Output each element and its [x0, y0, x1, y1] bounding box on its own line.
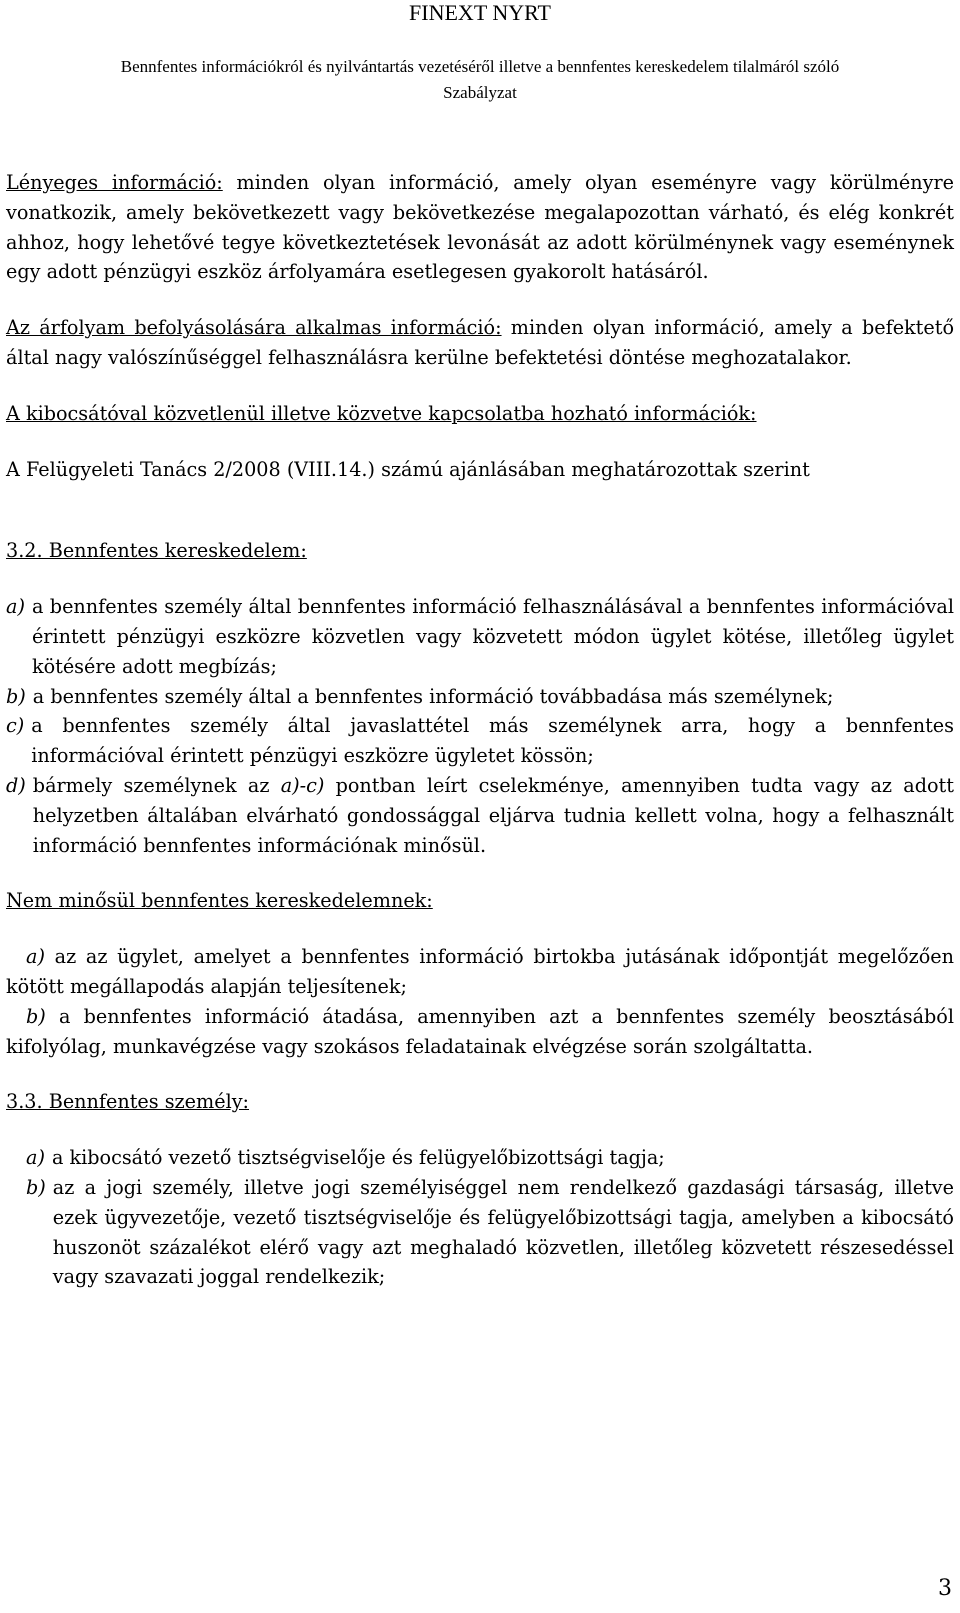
list-label: b): [26, 1175, 46, 1199]
paragraph-kibocsato-term: [6, 399, 954, 429]
list-text-part: bármely személynek az: [32, 773, 281, 797]
text-lenyeges: minden olyan információ, amely olyan eseményre vagy körülményre vonatkozik, amely bekövetkezett vagy bekövetkezése megalapozottan várható, és elég konkrét ahhoz, hogy lehetővé tegye következtetések levonását az adott körülménynek vagy eseménynek egy adott pénzügyi eszköz árfolyamára esetlegesen gyakorolt hatásáról.: [6, 171, 954, 284]
list-text: a bennfentes információ átadása, amennyiben azt a bennfentes személy beosztásából kifolyólag, munkavégzése vagy szokásos feladatainak elvégzése során szolgáltatta.: [6, 1004, 954, 1058]
term-lenyeges: Lényeges információ:: [6, 171, 223, 194]
list-label: a): [6, 595, 25, 619]
document-body: [6, 168, 954, 1292]
list-item-kereskedelem-c: [6, 711, 954, 771]
subtitle-line-2: Szabályzat: [443, 83, 517, 102]
list-text: [33, 771, 954, 860]
document-subtitle: [0, 54, 960, 106]
list-text: az a jogi személy, illetve jogi személyiséggel nem rendelkező gazdasági társaság, illetve ezek ügyvezetője, vezető tisztségviselője és felügyelőbizottsági tagja, amelyben a kibocsátó huszonöt százalékot elérő vagy azt meghaladó közvetlen, illetőleg közvetett részesedéssel vagy szavazati joggal rendelkezik;: [52, 1175, 954, 1289]
heading-kereskedelem-text: 3.2. Bennfentes kereskedelem:: [6, 539, 307, 563]
list-item-szemely-a: [6, 1143, 954, 1173]
paragraph-kibocsato-text: A Felügyeleti Tanács 2/2008 (VIII.14.) számú ajánlásában meghatározottak szerint: [6, 457, 810, 481]
list-text: a bennfentes személy által javaslattétel más személynek arra, hogy a bennfentes információval érintett pénzügyi eszközre ügyletet kössön;: [31, 714, 954, 768]
text-arfolyam: minden olyan információ, amely a befektető által nagy valószínűséggel felhasználásra kerülne befektetési döntése meghozatalakor.: [6, 316, 955, 369]
list-item-nem-minosul-a: [6, 942, 954, 1002]
heading-szemely: [6, 1087, 954, 1117]
list-item-kereskedelem-a: [6, 592, 954, 681]
paragraph-arfolyam: [6, 313, 954, 373]
list-text-part: pontban leírt cselekménye, amennyiben tudta vagy az adott helyzetben általában elvárható gondossággal eljárva tudnia kellett volna, hogy a felhasznált információ bennfentes információnak minősül.: [32, 773, 954, 857]
heading-szemely-text: 3.3. Bennfentes személy:: [6, 1090, 250, 1114]
list-text: a bennfentes személy által a bennfentes információ továbbadása más személynek;: [32, 684, 834, 708]
list-text: a bennfentes személy által bennfentes információ felhasználásával a bennfentes információval érintett pénzügyi eszközre közvetlen vagy közvetett módon ügylet kötése, illetőleg ügylet kötésére adott megbízás;: [31, 595, 954, 678]
paragraph-lenyeges: [6, 168, 954, 287]
heading-nem-minosul-text: Nem minősül bennfentes kereskedelemnek:: [6, 889, 433, 913]
list-item-kereskedelem-d: [6, 771, 954, 860]
company-name: FINEXT NYRT: [409, 0, 551, 25]
list-label: a): [26, 1146, 45, 1170]
list-text: az az ügylet, amelyet a bennfentes információ birtokba jutásának időpontját megelőzően kötött megállapodás alapján teljesítenek;: [6, 945, 954, 998]
list-item-szemely-b: [6, 1173, 954, 1292]
list-text: a kibocsátó vezető tisztségviselője és felügyelőbizottsági tagja;: [51, 1146, 665, 1170]
list-label: d): [6, 773, 26, 797]
page-number: 3: [938, 1576, 952, 1601]
list-label: a): [26, 945, 45, 969]
list-label: b): [26, 1004, 46, 1028]
list-text-italic: a)-c): [280, 773, 325, 797]
heading-kereskedelem: [6, 536, 954, 566]
term-kibocsato: A kibocsátóval közvetlenül illetve közvetve kapcsolatba hozható információk:: [6, 401, 757, 425]
subtitle-line-1: Bennfentes információkról és nyilvántartás vezetéséről illetve a bennfentes kereskedelem tilalmáról szóló: [120, 57, 840, 76]
heading-nem-minosul: [6, 886, 954, 916]
term-arfolyam: Az árfolyam befolyásolására alkalmas információ:: [6, 316, 502, 340]
list-label: c): [6, 714, 25, 738]
list-label: b): [6, 684, 26, 708]
list-item-kereskedelem-b: [6, 682, 954, 712]
list-item-nem-minosul-b: [6, 1002, 954, 1062]
